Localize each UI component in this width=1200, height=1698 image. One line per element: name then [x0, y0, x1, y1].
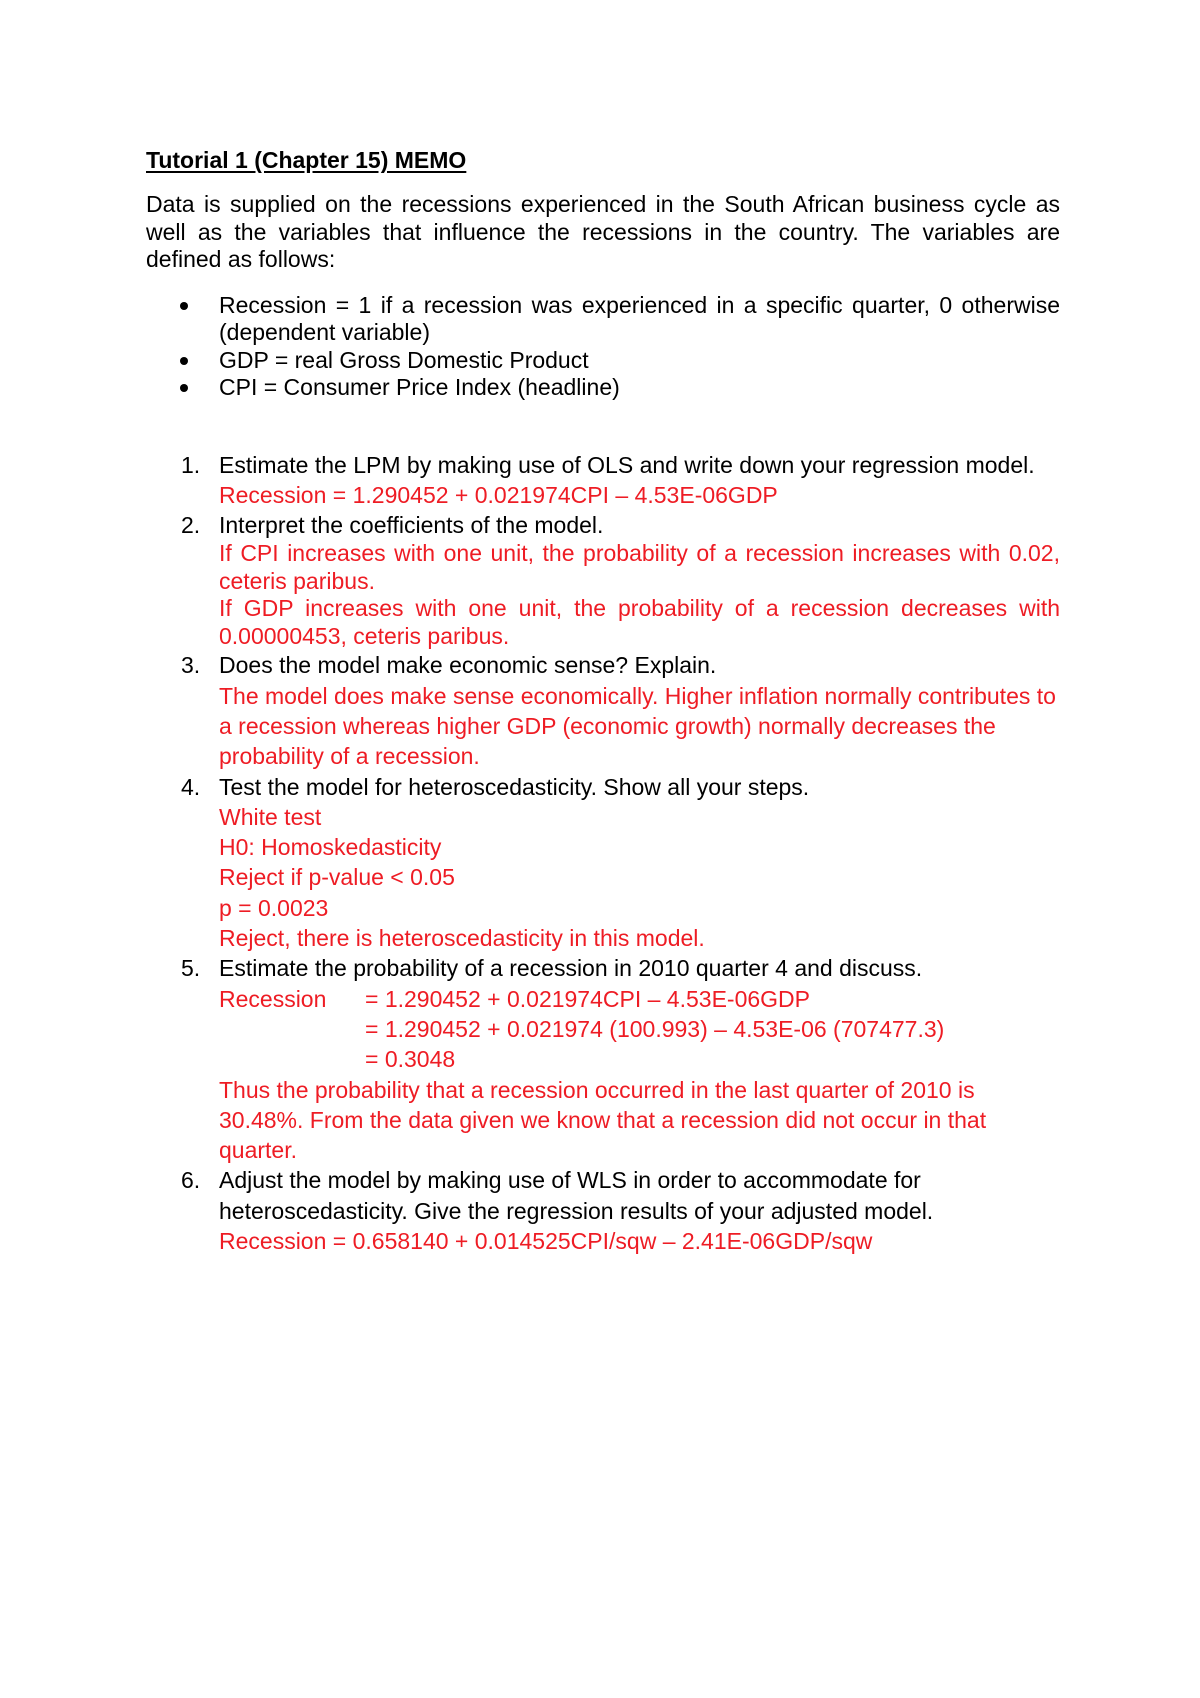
equation-rhs: = 1.290452 + 0.021974 (100.993) – 4.53E-06 (707477.3)	[365, 1015, 945, 1042]
question-1	[146, 450, 1060, 511]
equation-spacer	[219, 1014, 365, 1044]
answer-line: Reject if p-value < 0.05	[219, 864, 455, 891]
answer-line: If CPI increases with one unit, the probability of a recession increases with 0.02, ceteris paribus.	[219, 540, 1060, 594]
bullet-icon	[180, 302, 188, 310]
equation-lhs: Recession	[219, 985, 327, 1012]
definition-gdp	[146, 347, 1060, 375]
equation-rhs: = 0.3048	[365, 1046, 456, 1073]
document-title: Tutorial 1 (Chapter 15) MEMO	[146, 147, 467, 173]
answer-line: The model does make sense economically. Higher inflation normally contributes to a recession whereas higher GDP (economic growth) normally decreases the probability of a recession.	[219, 682, 1056, 770]
question-text: Does the model make economic sense? Explain.	[219, 652, 717, 679]
question-4	[146, 772, 1060, 954]
question-2	[146, 510, 1060, 650]
bullet-icon	[180, 357, 188, 365]
definitions-list	[146, 292, 1060, 402]
question-number: 2.	[181, 512, 201, 539]
equation-line	[219, 1044, 1060, 1074]
answer-line: Reject, there is heteroscedasticity in this model.	[219, 925, 705, 952]
definition-text: GDP = real Gross Domestic Product	[219, 346, 589, 373]
question-number: 5.	[181, 955, 201, 982]
definition-text: Recession = 1 if a recession was experienced in a specific quarter, 0 otherwise (dependent variable)	[219, 291, 1060, 345]
equation-line	[219, 984, 1060, 1014]
question-number: 1.	[181, 451, 201, 478]
bullet-icon	[180, 384, 188, 392]
question-text: Estimate the LPM by making use of OLS and write down your regression model.	[219, 451, 1035, 478]
question-6	[146, 1165, 1060, 1256]
question-number: 4.	[181, 773, 201, 800]
definition-text: CPI = Consumer Price Index (headline)	[219, 374, 620, 400]
answer-line: p = 0.0023	[219, 894, 329, 921]
answer-line: White test	[219, 803, 322, 830]
question-text: Test the model for heteroscedasticity. Show all your steps.	[219, 773, 810, 800]
question-5	[146, 953, 1060, 1165]
question-number: 3.	[181, 652, 201, 679]
answer-line: Thus the probability that a recession occurred in the last quarter of 2010 is 30.48%. From the data given we know that a recession did not occur in that quarter.	[219, 1076, 987, 1164]
answer-line: If GDP increases with one unit, the probability of a recession decreases with 0.00000453, ceteris paribus.	[219, 595, 1060, 649]
equation-rhs: = 1.290452 + 0.021974CPI – 4.53E-06GDP	[365, 985, 810, 1012]
intro-paragraph: Data is supplied on the recessions experienced in the South African business cycle as well as the variables that influence the recessions in the country. The variables are defined as follows:	[146, 191, 1060, 272]
equation-line	[219, 1014, 1060, 1044]
answer-line: Recession = 0.658140 + 0.014525CPI/sqw – 2.41E-06GDP/sqw	[219, 1228, 873, 1255]
equation-spacer	[219, 1044, 365, 1074]
question-text: Interpret the coefficients of the model.	[219, 512, 604, 539]
question-number: 6.	[181, 1167, 201, 1194]
memo-page	[146, 145, 1060, 1256]
answer-line: Recession = 1.290452 + 0.021974CPI – 4.53E-06GDP	[219, 481, 778, 508]
definition-cpi	[146, 374, 1060, 402]
question-text: Adjust the model by making use of WLS in order to accommodate for heteroscedasticity. Give the regression results of your adjusted model.	[219, 1167, 934, 1224]
answer-line: H0: Homoskedasticity	[219, 834, 442, 861]
question-text: Estimate the probability of a recession in 2010 quarter 4 and discuss.	[219, 955, 923, 982]
definition-recession	[146, 292, 1060, 347]
question-3	[146, 650, 1060, 771]
questions-list	[146, 450, 1060, 1257]
